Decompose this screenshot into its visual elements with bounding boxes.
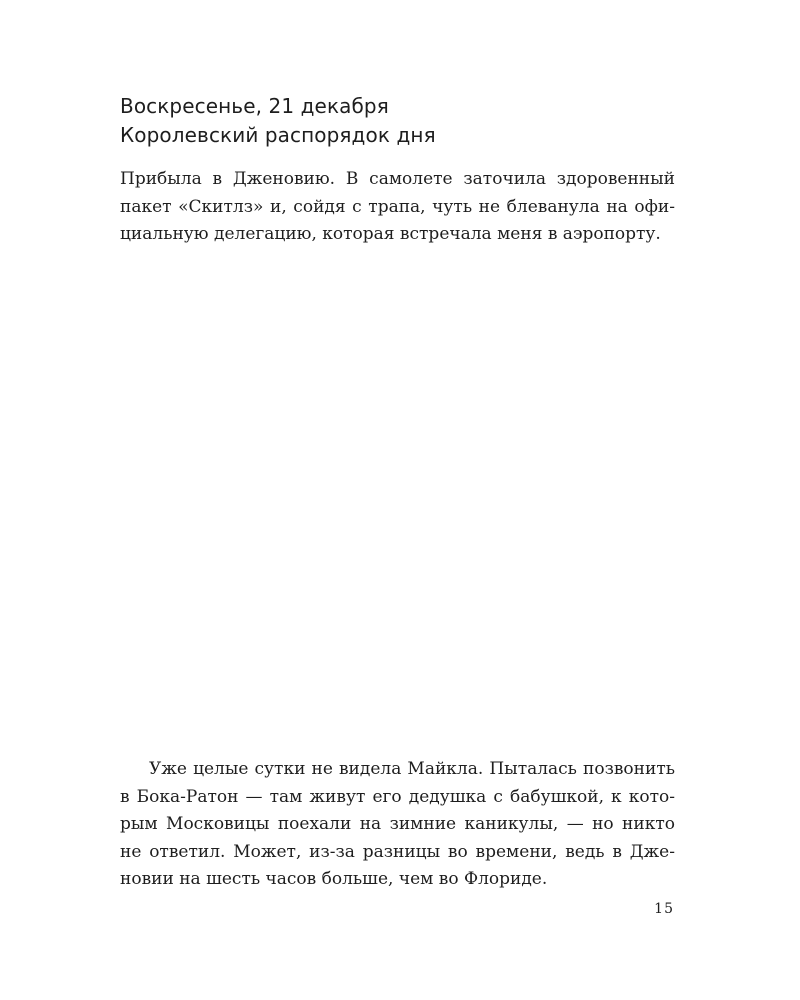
- text-line: пакет «Скитлз» и, сойдя с трапа, чуть не блеванула на офи-: [120, 196, 675, 217]
- paragraph-michael: [120, 756, 675, 894]
- text-line: в Бока-Ратон — там живут его дедушка с бабушкой, к кото-: [120, 786, 675, 807]
- text-line: Уже целые сутки не видела Майкла. Пыталась позвонить: [149, 759, 675, 779]
- paragraph-arrival: [120, 166, 675, 249]
- text-line: циальную делегацию, которая встречала меня в аэропорту.: [120, 224, 661, 244]
- entry-subtitle: Королевский распорядок дня: [120, 123, 436, 147]
- text-line: не ответил. Может, из-за разницы во времени, ведь в Дже-: [120, 841, 675, 862]
- text-line: Прибыла в Дженовию. В самолете заточила здоровенный: [120, 169, 675, 189]
- text-line: новии на шесть часов больше, чем во Флориде.: [120, 869, 548, 889]
- entry-heading: [120, 92, 680, 150]
- text-line: рым Московицы поехали на зимние каникулы, — но никто: [120, 814, 675, 834]
- entry-date: Воскресенье, 21 декабря: [120, 94, 389, 118]
- page-number: 15: [654, 901, 674, 917]
